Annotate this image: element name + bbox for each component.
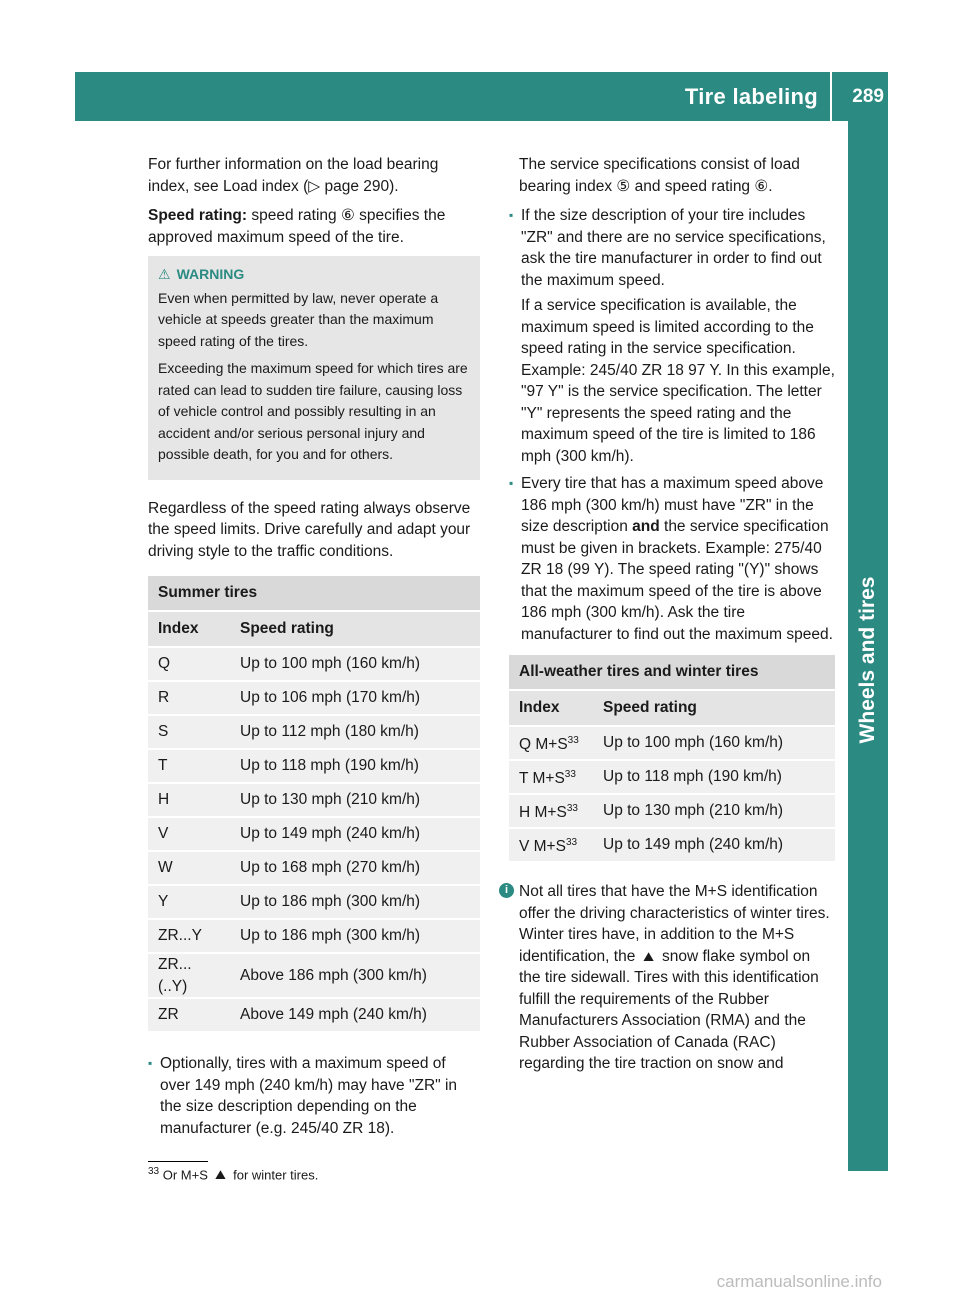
index-cell: S [148, 715, 230, 749]
index-cell: T $M+S^{33}$ [509, 760, 593, 794]
index-cell: ZR [148, 998, 230, 1031]
speed-rating-paragraph [148, 205, 480, 248]
zr-optional-text: ▪ Optionally, tires with a maximum speed of over 149 mph (240 km/h) may have "ZR" in the size description depending on the manufacturer (e.g. 245/40 ZR 18). [160, 1055, 458, 1137]
speed-cell: Up to 186 mph (300 km/h) [230, 919, 480, 953]
info-icon: i [499, 883, 514, 898]
index-cell: Y [148, 885, 230, 919]
table-title: All-weather tires and winter tires [509, 655, 835, 690]
column-header-speed-rating: Speed rating [230, 611, 480, 647]
table-row [148, 885, 480, 919]
warning-title [158, 264, 472, 286]
index-cell: R [148, 681, 230, 715]
winter-tires-table [509, 655, 835, 861]
list-item [509, 205, 835, 467]
footnote: $^{33}$ Or M+S ⛰ for winter tires. [148, 1166, 319, 1183]
table-row [148, 681, 480, 715]
summer-tires-table [148, 576, 480, 1031]
speed-rating-text: speed rating ⑥ specifies the approved maximum speed of the tire. [148, 207, 446, 246]
table-row [148, 647, 480, 681]
left-column [148, 154, 480, 1145]
service-spec-paragraph: The service specifications consist of load bearing index ⑤ and speed rating ⑥. [519, 156, 800, 195]
speed-cell: Up to 186 mph (300 km/h) [230, 885, 480, 919]
right-column [504, 154, 835, 1083]
speed-cell: Up to 168 mph (270 km/h) [230, 851, 480, 885]
zr-spec-text: If a service specification is available, the maximum speed is limited according to the speed rating in the service specification. Example: 245/40 ZR 18 97 Y. In this example, "97 Y" is the service specification. The letter "Y" represents the speed rating and the maximum speed of the tire is limited to 186 mph (300 km/h). [521, 297, 835, 465]
table-row [509, 760, 835, 794]
table-row [148, 998, 480, 1031]
zr-brackets-text [521, 473, 835, 645]
speed-cell: Up to 100 mph (160 km/h) [230, 647, 480, 681]
zr-brackets-text-a: Every tire that has a maximum speed above 186 mph (300 km/h) must have "ZR" in the size description [521, 475, 824, 535]
index-cell: V $M+S^{33}$ [509, 828, 593, 861]
index-cell: T [148, 749, 230, 783]
speed-rating-label: Speed rating: [148, 207, 248, 224]
table-row [148, 715, 480, 749]
speed-cell: Up to 112 mph (180 km/h) [230, 715, 480, 749]
column-header-index: Index [148, 611, 230, 647]
side-tab-box [848, 1130, 888, 1171]
list-item [509, 473, 835, 645]
info-text: Not all tires that have the M+S identification offer the driving characteristics of winter tires. Winter tires have, in addition to the M+S identification, the ⛰ snow flake symbol on the tire sidewall. Tires with this identification fulfill the requirements of the Rubber Manufacturers Association (RMA) and the Rubber Association of Canada (RAC) regarding the tire traction on snow and [519, 883, 830, 1072]
side-tab [848, 560, 888, 760]
speed-cell: Up to 130 mph (210 km/h) [230, 783, 480, 817]
zr-brackets-text-b: the service specification must be given in brackets. Example: 275/40 ZR 18 (99 Y). The speed rating "(Y)" shows that the maximum speed of the tire is above 186 mph (300 km/h). Ask the tire manufacturer to find out the maximum speed. [521, 518, 833, 643]
speed-cell: Up to 149 mph (240 km/h) [593, 828, 835, 861]
header-divider [830, 72, 832, 121]
page-number: 289 [852, 86, 884, 107]
index-cell: Q $M+S^{33}$ [509, 726, 593, 760]
table-row [148, 817, 480, 851]
section-title: Tire labeling [684, 84, 818, 109]
column-header-speed-rating: Speed rating [593, 690, 835, 726]
snowflake-mountain-icon: ⛰ [215, 1167, 226, 1183]
speed-cell: Up to 106 mph (170 km/h) [230, 681, 480, 715]
table-row [148, 953, 480, 998]
speed-cell: Above 186 mph (300 km/h) [230, 953, 480, 998]
index-cell: ZR...(..Y) [148, 953, 230, 998]
table-row [148, 749, 480, 783]
zr-no-spec-text: ▪ If the size description of your tire includes "ZR" and there are no service specifications, ask the tire manufacturer in order to find out the maximum speed. [521, 207, 826, 289]
load-index-reference: For further information on the load bearing index, see Load index (▷ page 290). [148, 156, 439, 195]
speed-limit-paragraph: Regardless of the speed rating always observe the speed limits. Drive carefully and adapt your driving style to the traffic conditions. [148, 499, 471, 560]
table-row [509, 794, 835, 828]
warning-paragraph-1: Even when permitted by law, never operate a vehicle at speeds greater than the maximum speed rating of the tires. [158, 289, 439, 349]
zr-brackets-and: and [632, 518, 660, 535]
speed-cell: Up to 118 mph (190 km/h) [593, 760, 835, 794]
info-note [499, 881, 835, 1075]
index-cell: W [148, 851, 230, 885]
watermark: carmanualsonline.info [716, 1272, 882, 1291]
index-cell: ZR...Y [148, 919, 230, 953]
table-row [509, 828, 835, 861]
index-cell: H $M+S^{33}$ [509, 794, 593, 828]
speed-cell: Above 149 mph (240 km/h) [230, 998, 480, 1031]
table-row [148, 851, 480, 885]
warning-paragraph-2: Exceeding the maximum speed for which tires are rated can lead to sudden tire failure, causing loss of vehicle control and possibly resulting in an accident and/or serious personal injury and possible death, for you and for others. [158, 360, 468, 462]
column-header-index: Index [509, 690, 593, 726]
index-cell: V [148, 817, 230, 851]
index-cell: Q [148, 647, 230, 681]
table-row [148, 919, 480, 953]
side-tab-label: Wheels and tires [856, 576, 879, 744]
table-row [509, 726, 835, 760]
speed-cell: Up to 100 mph (160 km/h) [593, 726, 835, 760]
list-item [148, 1053, 480, 1139]
table-title: Summer tires [148, 576, 480, 611]
warning-triangle-icon: ⚠ [158, 266, 171, 282]
snowflake-mountain-icon: ⛰ [643, 948, 655, 964]
warning-box [148, 256, 480, 480]
warning-title-text: WARNING [176, 266, 245, 282]
speed-cell: Up to 118 mph (190 km/h) [230, 749, 480, 783]
page-header [75, 72, 888, 121]
footnote-divider [148, 1161, 208, 1162]
speed-cell: Up to 130 mph (210 km/h) [593, 794, 835, 828]
table-row [148, 783, 480, 817]
speed-cell: Up to 149 mph (240 km/h) [230, 817, 480, 851]
index-cell: H [148, 783, 230, 817]
